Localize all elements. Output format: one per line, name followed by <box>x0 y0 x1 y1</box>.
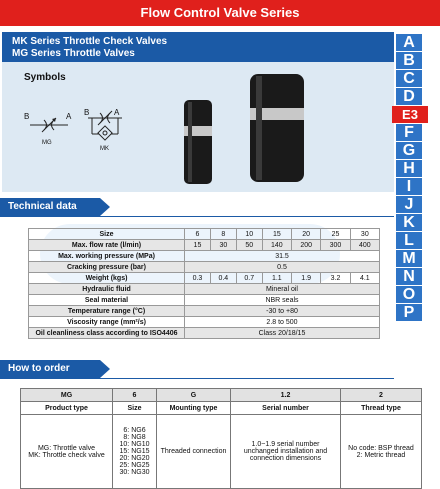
spec-cell: 0.5 <box>185 262 380 273</box>
thread-cell <box>341 415 422 489</box>
order-header: Thread type <box>341 402 422 415</box>
large-valve-image <box>246 72 308 184</box>
spec-label: Max. working pressure (MPa) <box>29 251 185 262</box>
order-header-row <box>21 402 422 415</box>
spec-cell: 30 <box>210 240 236 251</box>
section-index-tab[interactable]: P <box>396 304 422 321</box>
spec-label: Max. flow rate (l/min) <box>29 240 185 251</box>
series-title <box>12 36 167 60</box>
spec-cell: 20 <box>292 229 321 240</box>
series-title-line2: MG Series Throttle Valves <box>12 48 135 59</box>
section-index-tab[interactable]: E3 <box>392 106 428 123</box>
small-valve-image <box>178 98 218 186</box>
throttle-symbol-icon <box>30 114 68 136</box>
size-cell <box>113 415 157 489</box>
spec-cell: 25 <box>321 229 350 240</box>
spec-cell: 6 <box>185 229 211 240</box>
mk-caption: MK <box>100 146 109 152</box>
spec-label: Viscosity range (mm²/s) <box>29 317 185 328</box>
spec-cell: 0.7 <box>236 273 262 284</box>
size-option: 15: NG15 <box>119 448 150 455</box>
spec-cell: 15 <box>262 229 291 240</box>
size-option: 20: NG20 <box>119 455 150 462</box>
spec-cell: 50 <box>236 240 262 251</box>
symbols-label: Symbols <box>24 72 66 83</box>
spec-row-fluid <box>29 284 380 295</box>
spec-cell: 1.9 <box>292 273 321 284</box>
technical-divider <box>0 216 394 217</box>
order-code: 1.2 <box>231 389 341 402</box>
spec-cell: 300 <box>321 240 350 251</box>
mg-caption: MG <box>42 140 52 146</box>
product-type-cell <box>21 415 113 489</box>
spec-cell: 0.4 <box>210 273 236 284</box>
size-option: 6: NG6 <box>123 427 146 434</box>
section-index-tab[interactable]: M <box>396 250 422 267</box>
throttle-check-symbol-icon <box>88 108 122 144</box>
spec-cell: 1.1 <box>262 273 291 284</box>
spec-cell: 10 <box>236 229 262 240</box>
spec-cell: 8 <box>210 229 236 240</box>
size-option: 30: NG30 <box>119 469 150 476</box>
section-index-tab[interactable]: O <box>396 286 422 303</box>
size-option: 10: NG10 <box>119 441 150 448</box>
spec-cell: 0.3 <box>185 273 211 284</box>
spec-cell: 2.8 to 500 <box>185 317 380 328</box>
order-table <box>20 388 422 489</box>
mk-port-a: A <box>114 108 120 117</box>
section-index-tab[interactable]: B <box>396 52 422 69</box>
spec-label: Size <box>29 229 185 240</box>
section-index-tab[interactable]: N <box>396 268 422 285</box>
order-section-title: How to order <box>0 360 100 378</box>
spec-cell: 4.1 <box>350 273 379 284</box>
spec-cell: NBR seals <box>185 295 380 306</box>
spec-cell: Mineral oil <box>185 284 380 295</box>
technical-table <box>28 228 380 339</box>
section-index-tab[interactable]: J <box>396 196 422 213</box>
section-index-tab[interactable]: I <box>396 178 422 195</box>
mounting-cell: Threaded connection <box>157 415 231 489</box>
spec-row-pressure <box>29 251 380 262</box>
mg-port-b: B <box>24 112 30 121</box>
order-header: Product type <box>21 402 113 415</box>
spec-label: Seal material <box>29 295 185 306</box>
spec-row-seal <box>29 295 380 306</box>
spec-row-viscosity <box>29 317 380 328</box>
spec-row-weight <box>29 273 380 284</box>
spec-label: Weight (kgs) <box>29 273 185 284</box>
spec-cell: 200 <box>292 240 321 251</box>
spec-label: Cracking pressure (bar) <box>29 262 185 273</box>
product-type-option: MG: Throttle valve <box>37 444 96 452</box>
spec-label: Oil cleanliness class according to ISO4406 <box>29 328 185 339</box>
spec-label: Temperature range (°C) <box>29 306 185 317</box>
thread-option: 2: Metric thread <box>356 451 406 459</box>
thread-option: No code: BSP thread <box>348 444 414 452</box>
serial-line: 1.0~1.9 serial number <box>251 441 320 448</box>
mg-port-a: A <box>66 112 72 121</box>
order-code: MG <box>21 389 113 402</box>
section-index-tab[interactable]: K <box>396 214 422 231</box>
series-panel <box>2 32 394 192</box>
serial-line: connection dimensions <box>249 455 322 462</box>
page-header: Flow Control Valve Series <box>0 0 440 26</box>
spec-label: Hydraulic fluid <box>29 284 185 295</box>
mk-port-b: B <box>84 108 90 117</box>
spec-cell: Class 20/18/15 <box>185 328 380 339</box>
order-header: Size <box>113 402 157 415</box>
spec-row-cleanliness <box>29 328 380 339</box>
order-code-row <box>21 389 422 402</box>
order-header: Mounting type <box>157 402 231 415</box>
order-code: G <box>157 389 231 402</box>
section-index-tab[interactable]: A <box>396 34 422 51</box>
order-value-row <box>21 415 422 489</box>
size-option: 25: NG25 <box>119 462 150 469</box>
series-header <box>2 32 394 62</box>
spec-cell: 15 <box>185 240 211 251</box>
section-index-tab[interactable]: D <box>396 88 422 105</box>
order-code: 6 <box>113 389 157 402</box>
spec-cell: 140 <box>262 240 291 251</box>
section-index-tab[interactable]: L <box>396 232 422 249</box>
spec-cell: 31.5 <box>185 251 380 262</box>
size-option: 8: NG8 <box>123 434 146 441</box>
serial-cell <box>231 415 341 489</box>
spec-row-temperature <box>29 306 380 317</box>
order-divider <box>0 378 394 379</box>
section-index-tab[interactable]: F <box>396 124 422 141</box>
series-title-line1: MK Series Throttle Check Valves <box>12 36 168 47</box>
spec-cell: -30 to +80 <box>185 306 380 317</box>
order-code: 2 <box>341 389 422 402</box>
product-type-option: MK: Throttle check valve <box>28 451 105 459</box>
section-index-tab[interactable]: H <box>396 160 422 177</box>
spec-cell: 30 <box>350 229 379 240</box>
order-header: Serial number <box>231 402 341 415</box>
spec-row-cracking <box>29 262 380 273</box>
section-index-tab[interactable]: G <box>396 142 422 159</box>
spec-cell: 400 <box>350 240 379 251</box>
section-index-tab[interactable]: C <box>396 70 422 87</box>
serial-line: unchanged installation and <box>243 448 328 455</box>
section-index-sidebar <box>396 34 422 322</box>
technical-section-title: Technical data <box>0 198 100 216</box>
spec-row-size <box>29 229 380 240</box>
spec-cell: 3.2 <box>321 273 350 284</box>
spec-row-flow <box>29 240 380 251</box>
